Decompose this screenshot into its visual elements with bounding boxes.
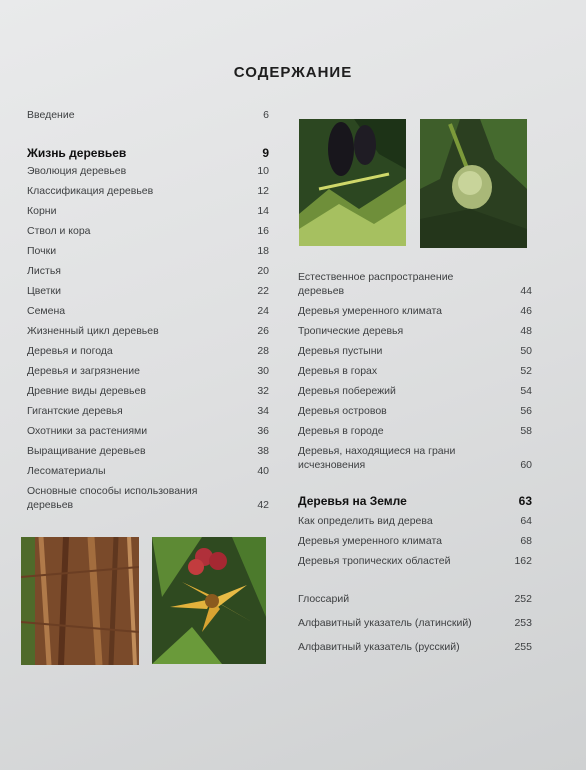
toc-left-column (27, 108, 269, 512)
toc-entry (298, 404, 532, 418)
toc-entry (27, 344, 269, 358)
toc-entry (298, 534, 532, 548)
toc-entry-page: 64 (520, 515, 532, 527)
toc-entry-page: 9 (262, 146, 269, 160)
toc-entry (298, 554, 532, 568)
toc-entry-title: Деревья в городе (298, 425, 384, 437)
toc-entry-title: Древние виды деревьев (27, 385, 146, 397)
toc-entry (27, 108, 269, 122)
toc-entry-title: Деревья, находящиеся на грани исчезновения (298, 445, 456, 471)
toc-entry (27, 424, 269, 438)
toc-entry-title: Деревья и загрязнение (27, 365, 140, 377)
toc-entry (27, 224, 269, 238)
toc-entry (27, 244, 269, 258)
toc-entry-page: 34 (257, 405, 269, 417)
toc-entry-title: Деревья и погода (27, 345, 113, 357)
toc-entry-title: Деревья островов (298, 405, 387, 417)
toc-entry-page: 52 (520, 365, 532, 377)
toc-entry (27, 364, 269, 378)
toc-right-column (298, 270, 532, 654)
toc-entry-page: 10 (257, 165, 269, 177)
toc-section-heading (298, 494, 532, 508)
toc-entry (27, 404, 269, 418)
toc-entry-title: Деревья пустыни (298, 345, 383, 357)
toc-entry-title: Корни (27, 205, 57, 217)
toc-entry-page: 20 (257, 265, 269, 277)
toc-entry-page: 48 (520, 325, 532, 337)
toc-entry-page: 58 (520, 425, 532, 437)
toc-entry-page: 60 (520, 459, 532, 471)
toc-entry-page: 253 (514, 617, 532, 629)
toc-entry-page: 50 (520, 345, 532, 357)
toc-entry (298, 304, 532, 318)
toc-entry-page: 40 (257, 465, 269, 477)
toc-entry (298, 592, 532, 606)
toc-entry (27, 184, 269, 198)
tree-bark-photo (21, 537, 139, 665)
toc-entry (27, 164, 269, 178)
toc-entry (298, 514, 532, 528)
toc-entry-page: 24 (257, 305, 269, 317)
toc-entry (27, 484, 269, 512)
toc-entry-title: Охотники за растениями (27, 425, 148, 437)
toc-entry-title: Эволюция деревьев (27, 165, 127, 177)
toc-entry-title: Семена (27, 305, 66, 317)
toc-entry (27, 444, 269, 458)
toc-entry-page: 68 (520, 535, 532, 547)
toc-entry-page: 32 (257, 385, 269, 397)
toc-entry-page: 38 (257, 445, 269, 457)
toc-entry-page: 16 (257, 225, 269, 237)
toc-entry-title: Листья (27, 265, 61, 277)
toc-entry-page: 6 (263, 109, 269, 121)
toc-entry-page: 63 (518, 494, 532, 508)
toc-entry-page: 28 (257, 345, 269, 357)
toc-entry-title: Жизненный цикл деревьев (27, 325, 159, 337)
toc-entry-page: 56 (520, 405, 532, 417)
toc-entry-title: Лесоматериалы (27, 465, 106, 477)
toc-entry-title: Ствол и кора (27, 225, 91, 237)
toc-entry-page: 36 (257, 425, 269, 437)
toc-entry-page: 30 (257, 365, 269, 377)
toc-entry-title: Деревья побережий (298, 385, 396, 397)
toc-entry-page: 46 (520, 305, 532, 317)
toc-section-heading (27, 146, 269, 160)
toc-entry-page: 255 (514, 641, 532, 653)
toc-entry-page: 14 (257, 205, 269, 217)
toc-entry-page: 162 (514, 555, 532, 567)
toc-entry (298, 364, 532, 378)
toc-entry (27, 264, 269, 278)
toc-entry-page: 44 (520, 285, 532, 297)
toc-entry-page: 54 (520, 385, 532, 397)
toc-entry (298, 444, 532, 472)
green-fruit-photo (420, 119, 527, 248)
toc-entry-title: Цветки (27, 285, 61, 297)
toc-entry (27, 384, 269, 398)
toc-entry-title: Тропические деревья (298, 325, 404, 337)
toc-entry-title: Деревья умеренного климата (298, 535, 443, 547)
toc-entry (298, 270, 532, 298)
toc-entry (298, 424, 532, 438)
toc-entry-page: 252 (514, 593, 532, 605)
page-title: СОДЕРЖАНИЕ (233, 64, 353, 81)
toc-entry-title: Основные способы использования деревьев (27, 485, 198, 511)
toc-entry-page: 26 (257, 325, 269, 337)
toc-entry-title: Алфавитный указатель (латинский) (298, 617, 472, 629)
toc-entry (27, 464, 269, 478)
toc-entry-title: Деревья умеренного климата (298, 305, 443, 317)
toc-entry-title: Глоссарий (298, 593, 350, 605)
toc-entry-title: Введение (27, 109, 75, 121)
toc-entry-title: Деревья на Земле (298, 494, 407, 508)
toc-entry (298, 384, 532, 398)
toc-entry-title: Естественное распространение деревьев (298, 271, 454, 297)
toc-entry-title: Деревья тропических областей (298, 555, 451, 567)
toc-entry (298, 640, 532, 654)
toc-entry-title: Почки (27, 245, 57, 257)
toc-entry-title: Гигантские деревья (27, 405, 123, 417)
toc-entry (298, 324, 532, 338)
toc-entry-title: Выращивание деревьев (27, 445, 146, 457)
toc-entry-page: 18 (257, 245, 269, 257)
toc-entry (298, 616, 532, 630)
toc-entry-page: 22 (257, 285, 269, 297)
toc-entry-title: Деревья в горах (298, 365, 378, 377)
toc-entry (298, 344, 532, 358)
toc-entry-page: 12 (257, 185, 269, 197)
toc-entry-title: Классификация деревьев (27, 185, 154, 197)
toc-entry-title: Жизнь деревьев (27, 146, 127, 160)
toc-entry-page: 42 (257, 499, 269, 511)
toc-entry (27, 204, 269, 218)
toc-entry-title: Алфавитный указатель (русский) (298, 641, 460, 653)
conifer-cones-photo (299, 119, 406, 246)
yellow-flower-photo (152, 537, 266, 664)
toc-entry (27, 324, 269, 338)
toc-entry (27, 284, 269, 298)
toc-entry (27, 304, 269, 318)
toc-entry-title: Как определить вид дерева (298, 515, 433, 527)
